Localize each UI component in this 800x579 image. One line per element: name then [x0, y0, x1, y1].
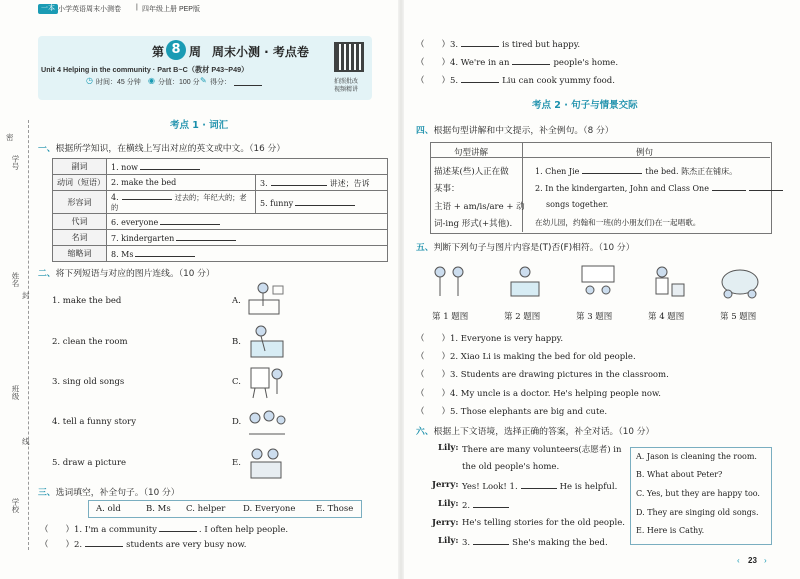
- fill-question-2: （ ）2. students are very busy now.: [40, 540, 247, 550]
- question-5-illustration: [718, 262, 762, 302]
- fill-question-5: （ ）5. Liu can cook yummy food.: [416, 76, 615, 86]
- section-1-heading: 一、根据所学知识，在横线上写出对应的英文或中文。（16 分）: [38, 144, 286, 154]
- week-suffix: 周: [189, 45, 202, 59]
- tf-item: （ ）2. Xiao Li is making the bed for old people.: [416, 352, 636, 362]
- picture-letter: C.: [232, 377, 241, 387]
- qr-note-1: 拍照批改: [334, 79, 359, 85]
- unit-title: Unit 4 Helping in the community · Part B~C（教材 P43~P49）: [41, 65, 249, 74]
- grade-label: 四年级上册 PEP版: [142, 6, 200, 13]
- name-label: 姓名: [11, 272, 20, 287]
- speaker-lily: Lily:: [438, 443, 459, 453]
- match-item: 3. sing old songs: [52, 377, 125, 387]
- tf-item: （ ）4. My uncle is a doctor. He's helping people now.: [416, 389, 662, 399]
- answer-option: D. They are singing old songs.: [636, 508, 759, 517]
- picture-letter: D.: [232, 417, 242, 427]
- word-option: A. old: [96, 504, 121, 514]
- answer-option: E. Here is Cathy.: [636, 526, 705, 535]
- tf-item: （ ）5. Those elephants are big and cute.: [416, 407, 608, 417]
- week-prefix: 第: [152, 45, 165, 59]
- dialogue-line: 2.: [462, 499, 509, 511]
- page-header: 一本 小学英语周末小测卷 | 四年级上册 PEP版: [0, 0, 800, 20]
- dialogue-line: 3. She's making the bed.: [462, 538, 608, 548]
- example-4: 在幼儿园，约翰和一班(的小朋友们)在一起唱歌。: [535, 218, 701, 227]
- picture-d-illustration: [245, 404, 287, 442]
- question-4-illustration: [648, 262, 688, 302]
- picture-caption: 第 3 题图: [576, 312, 613, 322]
- question-3-illustration: [578, 262, 618, 302]
- time-limit: 时间：45 分钟: [96, 79, 141, 86]
- brand-badge: 一本: [38, 4, 58, 14]
- speaker-lily: Lily:: [438, 499, 459, 509]
- word-option: C. helper: [186, 504, 226, 514]
- pen-icon: ✎: [200, 76, 207, 85]
- word-option: D. Everyone: [243, 504, 296, 514]
- class-label: 班级: [11, 385, 20, 400]
- next-page-icon: ›: [764, 556, 767, 565]
- answer-option: B. What about Peter?: [636, 470, 723, 479]
- picture-caption: 第 1 题图: [432, 312, 469, 322]
- score-icon: ◉: [148, 76, 155, 85]
- fold-line-mark: 线: [22, 437, 30, 446]
- page-number: 23: [748, 556, 757, 565]
- dialogue-line: Yes! Look! 1. He is helpful.: [462, 482, 618, 492]
- section-5-heading: 五、判断下列句子与图片内容是(T)否(F)相符。（10 分）: [416, 243, 635, 253]
- dialogue-line: There are many volunteers(志愿者) in: [462, 445, 622, 455]
- kaodian1-title: 考点 1 · 词汇: [170, 120, 229, 131]
- kaodian2-title: 考点 2 · 句子与情景交际: [532, 100, 638, 111]
- speaker-jerry: Jerry:: [432, 480, 459, 490]
- picture-e-illustration: [245, 444, 287, 482]
- page-gutter: [398, 0, 404, 579]
- table-header-example: 例句: [636, 148, 654, 158]
- section-2-heading: 二、将下列短语与对应的图片连线。（10 分）: [38, 269, 215, 279]
- picture-c-illustration: [245, 362, 287, 400]
- qr-note-2: 视频精讲: [334, 87, 359, 93]
- picture-b-illustration: [245, 323, 287, 361]
- dialogue-line: the old people's home.: [462, 462, 560, 472]
- picture-letter: E.: [232, 458, 241, 468]
- dialogue-line: He's telling stories for the old people.: [462, 518, 625, 528]
- school-label: 学校: [11, 498, 20, 513]
- answer-option: C. Yes, but they are happy too.: [636, 489, 760, 498]
- fill-question-4: （ ）4. We're in an people's home.: [416, 58, 619, 68]
- section-6-heading: 六、根据上下文语境，选择正确的答案，补全对话。（10 分）: [416, 427, 655, 437]
- section-3-heading: 三、选词填空，补全句子。（10 分）: [38, 488, 180, 498]
- answer-option: A. Jason is cleaning the room.: [636, 452, 757, 461]
- picture-letter: A.: [232, 296, 241, 306]
- question-2-illustration: [505, 262, 545, 302]
- score-got: 得分：: [210, 79, 231, 86]
- question-1-illustration: [430, 262, 470, 302]
- fill-question-1: （ ）1. I'm a community . I often help people.: [40, 525, 289, 535]
- picture-letter: B.: [232, 337, 241, 347]
- example-3: songs together.: [546, 200, 609, 209]
- picture-caption: 第 4 题图: [648, 312, 685, 322]
- prev-page-icon: ‹: [737, 556, 740, 565]
- fill-question-3: （ ）3. is tired but happy.: [416, 40, 581, 50]
- table-row: 代词 6. everyone: [53, 214, 388, 230]
- week-number: 8: [166, 40, 186, 60]
- table-row: 缩略词 8. Ms: [53, 246, 388, 262]
- speaker-lily: Lily:: [438, 536, 459, 546]
- picture-caption: 第 5 题图: [720, 312, 757, 322]
- qr-code[interactable]: [334, 42, 364, 72]
- title-banner: [38, 36, 372, 100]
- match-item: 2. clean the room: [52, 337, 128, 347]
- example-1: 1. Chen Jie the bed. 陈杰正在铺床。: [535, 167, 738, 176]
- table-row: 名词 7. kindergarten: [53, 230, 388, 246]
- word-option: B. Ms: [146, 504, 171, 514]
- tf-item: （ ）1. Everyone is very happy.: [416, 334, 564, 344]
- total-score: 分值：100 分: [158, 79, 200, 86]
- tf-item: （ ）3. Students are drawing pictures in the classroom.: [416, 370, 669, 380]
- table-header-pattern: 句型讲解: [454, 148, 489, 158]
- vocab-table: [52, 158, 388, 262]
- test-title: 周末小测 · 考点卷: [212, 45, 309, 59]
- picture-a-illustration: [245, 280, 287, 318]
- match-item: 5. draw a picture: [52, 458, 127, 468]
- pattern-line: 词-ing 形式(+其他).: [434, 219, 513, 229]
- binding-line: [28, 120, 29, 550]
- table-row: 动词（短语） 2. make the bed 3. 讲述；告诉: [53, 175, 388, 191]
- speaker-jerry: Jerry:: [432, 518, 459, 528]
- picture-caption: 第 2 题图: [504, 312, 541, 322]
- table-row: 形容词 4. 过去的；年纪大的；老的 5. funny: [53, 191, 388, 214]
- student-id-label: 学号: [11, 155, 20, 170]
- example-2: 2. In the kindergarten, John and Class One: [535, 182, 783, 193]
- match-item: 1. make the bed: [52, 296, 122, 306]
- word-option: E. Those: [316, 504, 354, 514]
- fold-cut-mark: 密: [6, 133, 14, 142]
- match-item: 4. tell a funny story: [52, 417, 136, 427]
- pattern-line: 描述某(些)人正在做: [434, 167, 509, 177]
- pattern-line: 某事：: [434, 184, 460, 194]
- series-title: 小学英语周末小测卷: [58, 6, 121, 13]
- table-row: 副词 1. now: [53, 159, 388, 175]
- clock-icon: ◷: [86, 76, 93, 85]
- fold-seal-mark: 封: [22, 291, 30, 300]
- section-4-heading: 四、根据句型讲解和中文提示，补全例句。（8 分）: [416, 126, 614, 136]
- pattern-line: 主语 + am/is/are + 动: [434, 202, 525, 212]
